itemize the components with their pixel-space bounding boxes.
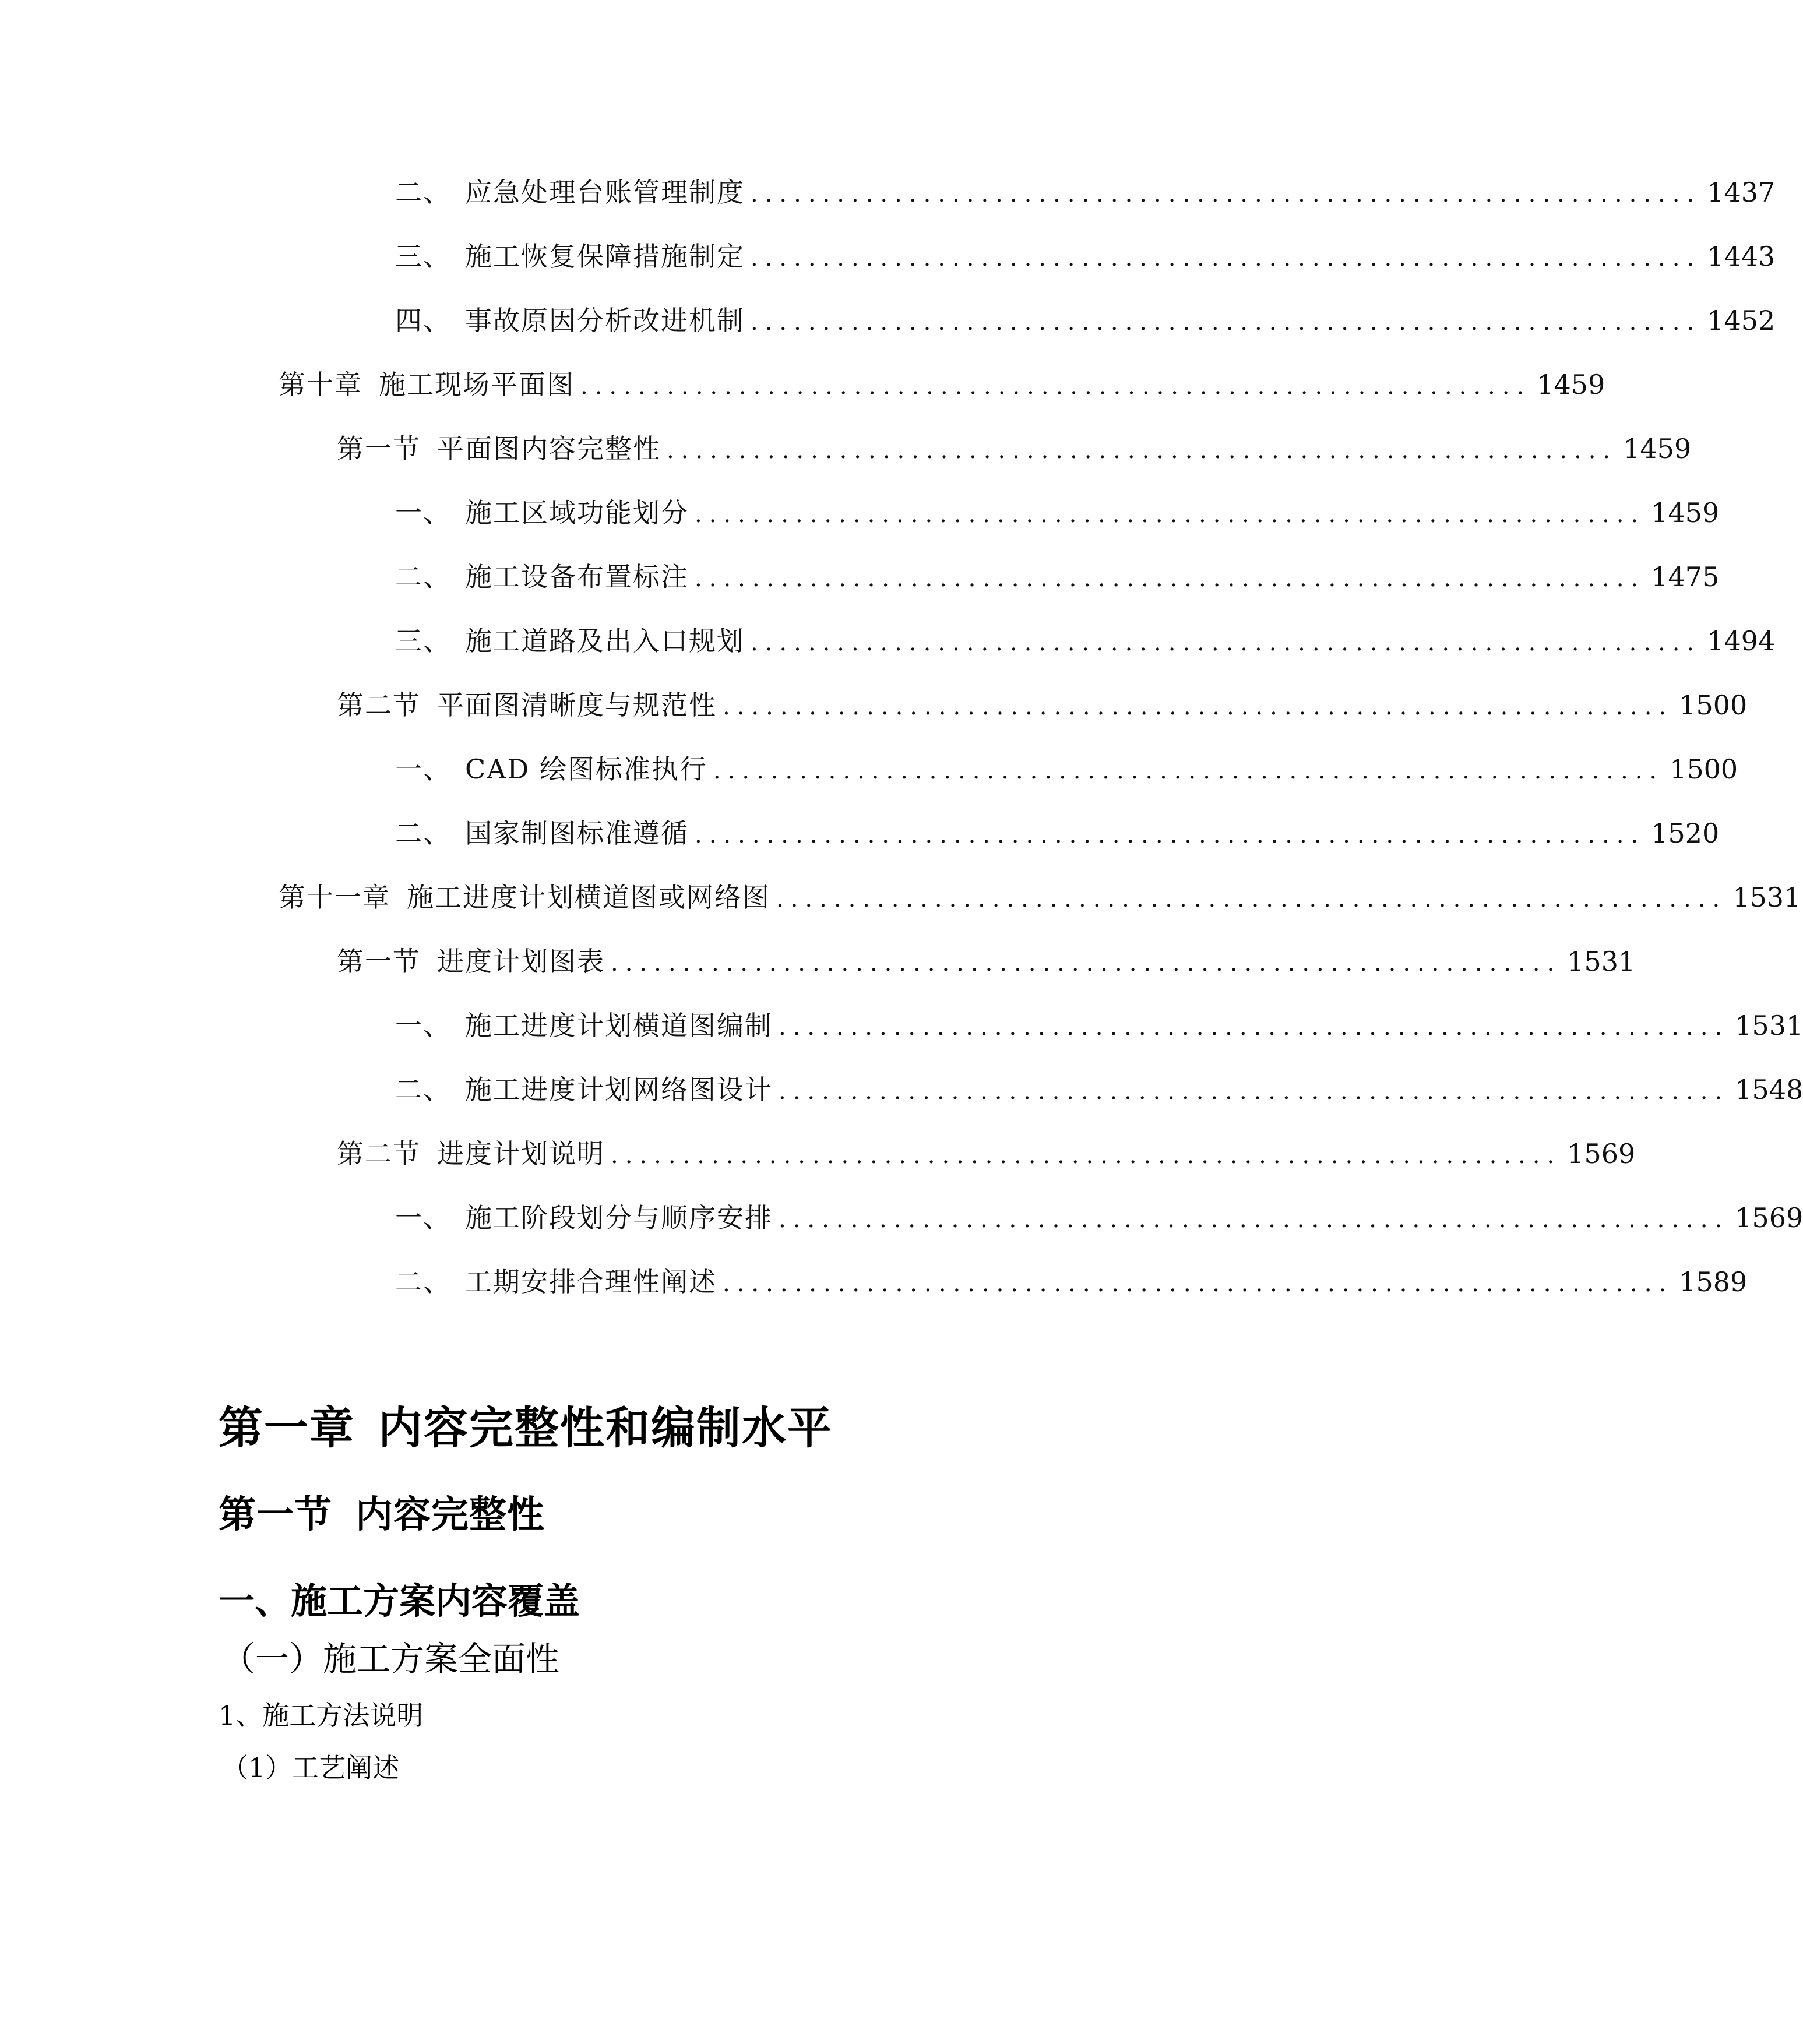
toc-entry-page: 1494 [1707,625,1776,657]
toc-entry[interactable] [395,558,1720,595]
toc-entry-page: 1452 [1707,305,1776,336]
toc-entry-number: 三、 [395,241,451,272]
toc-leader-dots: .................................................................. [580,373,1531,400]
toc-leader-dots: .................................................................. [751,309,1702,336]
toc-entry-page: 1459 [1537,369,1605,400]
toc-leader-dots: .................................................................. [723,1270,1674,1297]
toc-leader-dots: .................................................................. [695,822,1646,848]
toc-entry-number: 二、 [395,817,451,849]
toc-leader-dots: .................................................................. [751,245,1702,272]
toc-leader-dots: .................................................................. [611,950,1562,977]
toc-entry[interactable] [395,1007,1803,1044]
toc-entry[interactable] [279,879,1801,916]
toc-leader-dots: .................................................................. [695,565,1646,592]
toc-entry-number: 第二节 [337,689,421,721]
toc-entry-title: 施工现场平面图 [379,369,575,400]
toc-leader-dots: .................................................................. [695,501,1646,528]
toc-leader-dots: .................................................................. [751,181,1702,207]
toc-entry-number: 第十章 [279,369,362,400]
toc-entry-page: 1531 [1735,1010,1803,1041]
toc-entry-title: 进度计划说明 [437,1138,605,1169]
toc-entry-page: 1443 [1707,241,1776,272]
toc-entry-number: 一、 [395,1202,451,1234]
toc-entry-title: 施工设备布置标注 [465,561,689,593]
toc-entry-title: CAD 绘图标准执行 [465,753,707,785]
toc-entry-page: 1459 [1651,497,1720,528]
toc-entry-title: 施工区域功能划分 [465,497,689,528]
toc-entry-page: 1569 [1735,1202,1803,1234]
toc-entry-number: 一、 [395,753,451,785]
toc-entry[interactable] [395,750,1738,788]
toc-entry-number: 二、 [395,1266,451,1298]
toc-leader-dots: .................................................................. [723,693,1674,720]
toc-entry-title: 施工阶段划分与顺序安排 [465,1202,773,1234]
toc-entry-number: 一、 [395,1010,451,1041]
section-heading [219,1485,545,1538]
toc-entry-page: 1475 [1651,561,1720,593]
toc-entry-number: 第一节 [337,946,421,977]
section-title: 内容完整性 [355,1493,545,1536]
toc-entry[interactable] [395,1071,1803,1108]
toc-entry[interactable] [279,366,1605,403]
subsubsection-heading: （一）施工方案全面性 [221,1639,560,1679]
chapter-title: 内容完整性和编制水平 [378,1402,833,1454]
toc-entry-page: 1531 [1732,882,1801,913]
toc-leader-dots: .................................................................. [751,629,1702,656]
toc-entry-page: 1500 [1670,753,1738,785]
item-heading: 1、施工方法说明 [219,1700,424,1731]
toc-entry-title: 应急处理台账管理制度 [465,177,745,208]
subsection-heading: 一、施工方案内容覆盖 [219,1580,580,1622]
toc-entry-title: 工期安排合理性阐述 [465,1266,717,1298]
toc-entry[interactable] [395,494,1720,531]
subitem-heading: （1）工艺阐述 [221,1752,400,1784]
toc-entry[interactable] [395,174,1776,211]
toc-entry[interactable] [337,686,1748,724]
toc-entry-number: 第一节 [337,433,421,464]
toc-entry[interactable] [395,302,1776,339]
toc-entry[interactable] [395,1263,1748,1301]
toc-entry[interactable] [395,1199,1803,1236]
toc-entry-number: 二、 [395,177,451,208]
chapter-number: 第一章 [219,1402,355,1454]
toc-entry-page: 1589 [1679,1266,1748,1298]
toc-entry-page: 1569 [1567,1138,1636,1169]
toc-entry-page: 1437 [1707,177,1776,208]
toc-entry-title: 平面图内容完整性 [437,433,661,464]
toc-leader-dots: .................................................................. [713,757,1664,784]
toc-entry[interactable] [337,430,1692,467]
toc-entry-title: 施工恢复保障措施制定 [465,241,745,272]
toc-entry-number: 一、 [395,497,451,528]
toc-entry-title: 进度计划图表 [437,946,605,977]
toc-entry[interactable] [395,622,1776,660]
toc-entry-page: 1520 [1651,817,1720,849]
toc-leader-dots: .................................................................. [779,1014,1730,1041]
toc-entry-title: 施工进度计划横道图或网络图 [407,882,770,913]
toc-entry-number: 第二节 [337,1138,421,1169]
toc-entry[interactable] [395,238,1776,275]
toc-entry-page: 1500 [1679,689,1748,721]
chapter-heading [219,1393,833,1456]
toc-entry[interactable] [337,943,1636,980]
toc-entry-title: 国家制图标准遵循 [465,817,689,849]
section-number: 第一节 [219,1493,332,1536]
toc-entry-page: 1459 [1623,433,1692,464]
toc-entry-title: 施工进度计划网络图设计 [465,1074,773,1105]
toc-leader-dots: .................................................................. [667,437,1618,464]
toc-entry[interactable] [337,1135,1636,1172]
toc-entry-title: 施工进度计划横道图编制 [465,1010,773,1041]
toc-entry-page: 1548 [1735,1074,1803,1105]
toc-leader-dots: .................................................................. [779,1206,1730,1233]
toc-entry-number: 二、 [395,1074,451,1105]
toc-entry-number: 二、 [395,561,451,593]
toc-entry-title: 平面图清晰度与规范性 [437,689,717,721]
toc-entry-title: 施工道路及出入口规划 [465,625,745,657]
toc-entry-number: 四、 [395,305,451,336]
toc-entry[interactable] [395,815,1720,852]
toc-entry-title: 事故原因分析改进机制 [465,305,745,336]
toc-leader-dots: .................................................................. [779,1078,1730,1105]
toc-entry-number: 三、 [395,625,451,657]
toc-leader-dots: .................................................................. [776,886,1727,912]
toc-entry-page: 1531 [1567,946,1636,977]
toc-entry-number: 第十一章 [279,882,390,913]
toc-leader-dots: .................................................................. [611,1142,1562,1169]
